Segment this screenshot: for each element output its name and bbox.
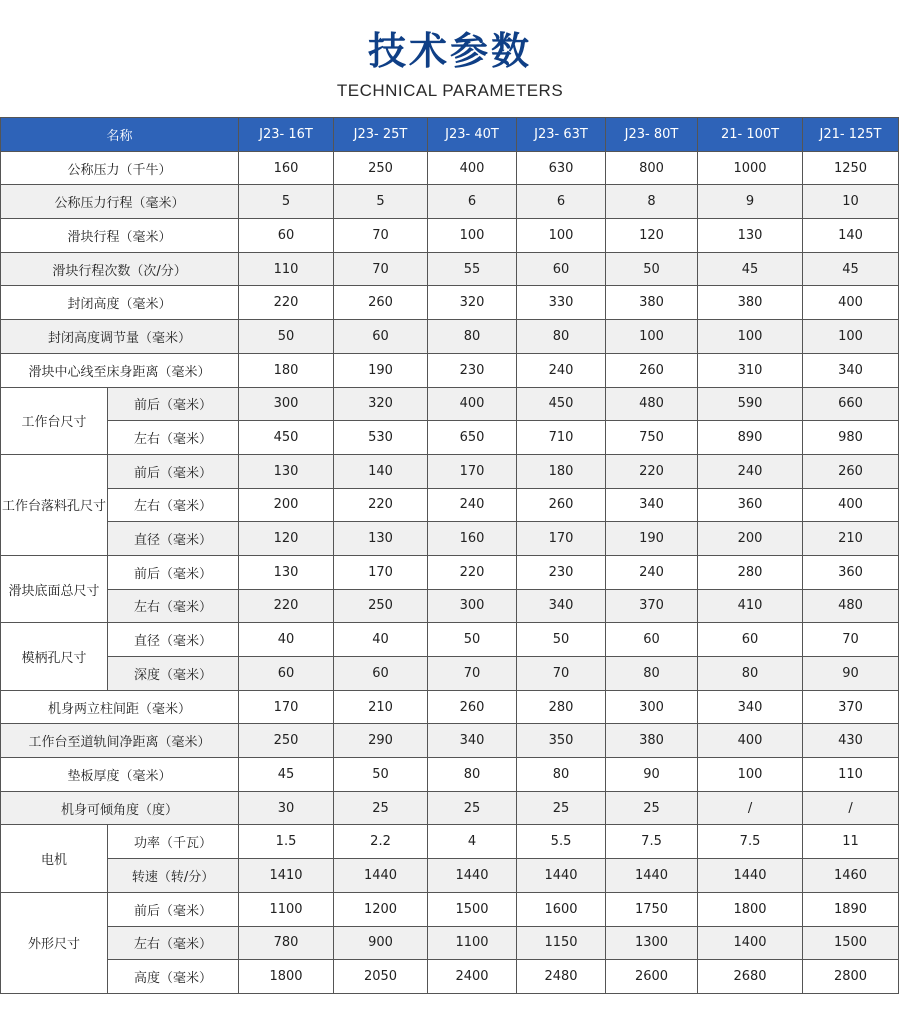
value-cell: 7.5	[698, 825, 803, 859]
value-cell: 10	[803, 185, 899, 219]
value-cell: 340	[803, 353, 899, 387]
value-cell: 280	[517, 690, 606, 724]
table-row	[1, 353, 899, 387]
value-cell: /	[803, 791, 899, 825]
header-model-cell: J23- 63T	[517, 118, 606, 152]
value-cell: 2400	[428, 960, 517, 994]
value-cell: 200	[698, 522, 803, 556]
value-cell: 1600	[517, 892, 606, 926]
value-cell: 330	[517, 286, 606, 320]
header-model-cell: J23- 80T	[606, 118, 698, 152]
value-cell: 300	[239, 387, 334, 421]
value-cell: 11	[803, 825, 899, 859]
value-cell: 430	[803, 724, 899, 758]
parameter-sub-cell: 左右（毫米）	[108, 926, 239, 960]
value-cell: 1200	[334, 892, 428, 926]
value-cell: 630	[517, 151, 606, 185]
parameter-name-cell: 滑块中心线至床身距离（毫米）	[1, 353, 239, 387]
parameter-sub-cell: 前后（毫米）	[108, 892, 239, 926]
table-row	[1, 724, 899, 758]
value-cell: 130	[334, 522, 428, 556]
value-cell: 180	[517, 454, 606, 488]
value-cell: 1000	[698, 151, 803, 185]
value-cell: 80	[698, 657, 803, 691]
table-row	[1, 623, 899, 657]
value-cell: 340	[698, 690, 803, 724]
value-cell: 240	[606, 555, 698, 589]
value-cell: 1440	[698, 859, 803, 893]
value-cell: 9	[698, 185, 803, 219]
value-cell: 60	[517, 252, 606, 286]
value-cell: 340	[606, 488, 698, 522]
value-cell: 380	[606, 286, 698, 320]
value-cell: 2800	[803, 960, 899, 994]
value-cell: 260	[428, 690, 517, 724]
value-cell: 250	[334, 589, 428, 623]
value-cell: 890	[698, 421, 803, 455]
value-cell: 1800	[698, 892, 803, 926]
value-cell: 100	[606, 320, 698, 354]
value-cell: 45	[239, 758, 334, 792]
value-cell: 50	[428, 623, 517, 657]
value-cell: 7.5	[606, 825, 698, 859]
table-row	[1, 252, 899, 286]
page-title: 技术参数	[367, 29, 532, 73]
parameter-group-cell: 模柄孔尺寸	[1, 623, 108, 690]
table-row	[1, 185, 899, 219]
value-cell: 70	[803, 623, 899, 657]
parameter-sub-cell: 转速（转/分）	[108, 859, 239, 893]
value-cell: 1440	[334, 859, 428, 893]
value-cell: 6	[517, 185, 606, 219]
value-cell: 120	[606, 219, 698, 253]
value-cell: 400	[803, 488, 899, 522]
table-row	[1, 825, 899, 859]
parameter-sub-cell: 左右（毫米）	[108, 488, 239, 522]
parameter-name-cell: 公称压力行程（毫米）	[1, 185, 239, 219]
table-row	[1, 151, 899, 185]
value-cell: 210	[803, 522, 899, 556]
header-model-cell: J23- 40T	[428, 118, 517, 152]
value-cell: 220	[428, 555, 517, 589]
table-row	[1, 758, 899, 792]
parameter-name-cell: 工作台至道轨间净距离（毫米）	[1, 724, 239, 758]
value-cell: 340	[428, 724, 517, 758]
value-cell: 240	[517, 353, 606, 387]
value-cell: 240	[428, 488, 517, 522]
value-cell: 2680	[698, 960, 803, 994]
value-cell: 25	[428, 791, 517, 825]
value-cell: 40	[239, 623, 334, 657]
value-cell: 260	[517, 488, 606, 522]
value-cell: 240	[698, 454, 803, 488]
parameter-sub-cell: 直径（毫米）	[108, 623, 239, 657]
value-cell: 120	[239, 522, 334, 556]
value-cell: 60	[606, 623, 698, 657]
value-cell: 50	[606, 252, 698, 286]
header-model-cell: J21- 125T	[803, 118, 899, 152]
value-cell: 190	[606, 522, 698, 556]
value-cell: 1750	[606, 892, 698, 926]
value-cell: 50	[334, 758, 428, 792]
value-cell: 140	[334, 454, 428, 488]
value-cell: 1400	[698, 926, 803, 960]
table-row	[1, 454, 899, 488]
parameter-name-cell: 公称压力（千牛）	[1, 151, 239, 185]
value-cell: 250	[334, 151, 428, 185]
parameter-sub-cell: 左右（毫米）	[108, 421, 239, 455]
value-cell: 5	[239, 185, 334, 219]
table-row	[1, 791, 899, 825]
value-cell: 380	[606, 724, 698, 758]
value-cell: 70	[334, 252, 428, 286]
value-cell: 80	[517, 320, 606, 354]
value-cell: 220	[239, 589, 334, 623]
value-cell: 2.2	[334, 825, 428, 859]
value-cell: 1.5	[239, 825, 334, 859]
technical-parameters-table	[0, 117, 899, 994]
value-cell: 780	[239, 926, 334, 960]
value-cell: 70	[334, 219, 428, 253]
value-cell: /	[698, 791, 803, 825]
value-cell: 170	[428, 454, 517, 488]
value-cell: 4	[428, 825, 517, 859]
value-cell: 220	[239, 286, 334, 320]
value-cell: 710	[517, 421, 606, 455]
value-cell: 320	[428, 286, 517, 320]
value-cell: 6	[428, 185, 517, 219]
value-cell: 400	[428, 387, 517, 421]
value-cell: 80	[428, 320, 517, 354]
value-cell: 320	[334, 387, 428, 421]
value-cell: 530	[334, 421, 428, 455]
value-cell: 170	[517, 522, 606, 556]
parameter-group-cell: 工作台尺寸	[1, 387, 108, 454]
header-model-cell: J23- 16T	[239, 118, 334, 152]
value-cell: 50	[239, 320, 334, 354]
value-cell: 130	[698, 219, 803, 253]
value-cell: 1460	[803, 859, 899, 893]
value-cell: 800	[606, 151, 698, 185]
value-cell: 480	[606, 387, 698, 421]
value-cell: 130	[239, 454, 334, 488]
value-cell: 1440	[517, 859, 606, 893]
value-cell: 60	[334, 657, 428, 691]
value-cell: 1100	[428, 926, 517, 960]
parameter-sub-cell: 高度（毫米）	[108, 960, 239, 994]
value-cell: 1800	[239, 960, 334, 994]
value-cell: 100	[698, 320, 803, 354]
value-cell: 590	[698, 387, 803, 421]
value-cell: 2600	[606, 960, 698, 994]
value-cell: 370	[803, 690, 899, 724]
value-cell: 160	[428, 522, 517, 556]
table-row	[1, 589, 899, 623]
value-cell: 1440	[606, 859, 698, 893]
value-cell: 250	[239, 724, 334, 758]
value-cell: 230	[428, 353, 517, 387]
value-cell: 60	[239, 657, 334, 691]
header-name-cell: 名称	[1, 118, 239, 152]
value-cell: 2480	[517, 960, 606, 994]
parameter-name-cell: 机身两立柱间距（毫米）	[1, 690, 239, 724]
value-cell: 170	[239, 690, 334, 724]
value-cell: 370	[606, 589, 698, 623]
value-cell: 650	[428, 421, 517, 455]
value-cell: 1440	[428, 859, 517, 893]
page-subtitle: TECHNICAL PARAMETERS	[336, 81, 564, 100]
parameter-name-cell: 机身可倾角度（度）	[1, 791, 239, 825]
value-cell: 100	[428, 219, 517, 253]
value-cell: 190	[334, 353, 428, 387]
value-cell: 220	[606, 454, 698, 488]
value-cell: 40	[334, 623, 428, 657]
value-cell: 1500	[803, 926, 899, 960]
value-cell: 170	[334, 555, 428, 589]
value-cell: 90	[606, 758, 698, 792]
value-cell: 900	[334, 926, 428, 960]
value-cell: 100	[803, 320, 899, 354]
value-cell: 70	[517, 657, 606, 691]
value-cell: 60	[334, 320, 428, 354]
value-cell: 980	[803, 421, 899, 455]
value-cell: 140	[803, 219, 899, 253]
table-row	[1, 219, 899, 253]
value-cell: 45	[698, 252, 803, 286]
value-cell: 400	[803, 286, 899, 320]
parameter-name-cell: 封闭高度（毫米）	[1, 286, 239, 320]
value-cell: 110	[239, 252, 334, 286]
value-cell: 130	[239, 555, 334, 589]
value-cell: 55	[428, 252, 517, 286]
parameter-group-cell: 工作台落料孔尺寸	[1, 454, 108, 555]
value-cell: 220	[334, 488, 428, 522]
header-model-cell: J23- 25T	[334, 118, 428, 152]
value-cell: 2050	[334, 960, 428, 994]
value-cell: 80	[517, 758, 606, 792]
value-cell: 340	[517, 589, 606, 623]
value-cell: 70	[428, 657, 517, 691]
value-cell: 260	[606, 353, 698, 387]
value-cell: 1150	[517, 926, 606, 960]
parameter-sub-cell: 直径（毫米）	[108, 522, 239, 556]
value-cell: 300	[606, 690, 698, 724]
parameter-name-cell: 滑块行程（毫米）	[1, 219, 239, 253]
parameter-sub-cell: 前后（毫米）	[108, 555, 239, 589]
parameter-sub-cell: 前后（毫米）	[108, 454, 239, 488]
value-cell: 450	[517, 387, 606, 421]
value-cell: 360	[803, 555, 899, 589]
value-cell: 400	[698, 724, 803, 758]
value-cell: 1410	[239, 859, 334, 893]
value-cell: 1300	[606, 926, 698, 960]
value-cell: 100	[698, 758, 803, 792]
value-cell: 8	[606, 185, 698, 219]
value-cell: 5	[334, 185, 428, 219]
table-row	[1, 555, 899, 589]
value-cell: 45	[803, 252, 899, 286]
value-cell: 100	[517, 219, 606, 253]
value-cell: 280	[698, 555, 803, 589]
table-row	[1, 657, 899, 691]
value-cell: 310	[698, 353, 803, 387]
parameter-group-cell: 外形尺寸	[1, 892, 108, 993]
header-model-cell: 21- 100T	[698, 118, 803, 152]
value-cell: 260	[803, 454, 899, 488]
value-cell: 80	[428, 758, 517, 792]
parameter-name-cell: 滑块行程次数（次/分）	[1, 252, 239, 286]
value-cell: 1890	[803, 892, 899, 926]
value-cell: 1100	[239, 892, 334, 926]
value-cell: 400	[428, 151, 517, 185]
value-cell: 300	[428, 589, 517, 623]
value-cell: 210	[334, 690, 428, 724]
table-row	[1, 926, 899, 960]
value-cell: 450	[239, 421, 334, 455]
value-cell: 200	[239, 488, 334, 522]
value-cell: 30	[239, 791, 334, 825]
value-cell: 160	[239, 151, 334, 185]
table-row	[1, 421, 899, 455]
table-row	[1, 892, 899, 926]
value-cell: 260	[334, 286, 428, 320]
header-row	[1, 118, 899, 152]
value-cell: 750	[606, 421, 698, 455]
parameter-sub-cell: 前后（毫米）	[108, 387, 239, 421]
parameter-name-cell: 封闭高度调节量（毫米）	[1, 320, 239, 354]
value-cell: 1500	[428, 892, 517, 926]
value-cell: 90	[803, 657, 899, 691]
value-cell: 410	[698, 589, 803, 623]
parameter-group-cell: 电机	[1, 825, 108, 892]
value-cell: 60	[698, 623, 803, 657]
parameter-group-cell: 滑块底面总尺寸	[1, 555, 108, 622]
table-row	[1, 522, 899, 556]
table-row	[1, 690, 899, 724]
value-cell: 380	[698, 286, 803, 320]
value-cell: 660	[803, 387, 899, 421]
value-cell: 25	[606, 791, 698, 825]
table-row	[1, 320, 899, 354]
value-cell: 50	[517, 623, 606, 657]
value-cell: 25	[334, 791, 428, 825]
parameter-sub-cell: 左右（毫米）	[108, 589, 239, 623]
value-cell: 350	[517, 724, 606, 758]
value-cell: 180	[239, 353, 334, 387]
value-cell: 60	[239, 219, 334, 253]
value-cell: 360	[698, 488, 803, 522]
table-row	[1, 488, 899, 522]
table-row	[1, 859, 899, 893]
value-cell: 80	[606, 657, 698, 691]
value-cell: 230	[517, 555, 606, 589]
table-row	[1, 960, 899, 994]
table-row	[1, 286, 899, 320]
value-cell: 5.5	[517, 825, 606, 859]
parameter-name-cell: 垫板厚度（毫米）	[1, 758, 239, 792]
value-cell: 110	[803, 758, 899, 792]
value-cell: 25	[517, 791, 606, 825]
parameter-sub-cell: 功率（千瓦）	[108, 825, 239, 859]
table-row	[1, 387, 899, 421]
value-cell: 1250	[803, 151, 899, 185]
value-cell: 290	[334, 724, 428, 758]
value-cell: 480	[803, 589, 899, 623]
parameter-sub-cell: 深度（毫米）	[108, 657, 239, 691]
